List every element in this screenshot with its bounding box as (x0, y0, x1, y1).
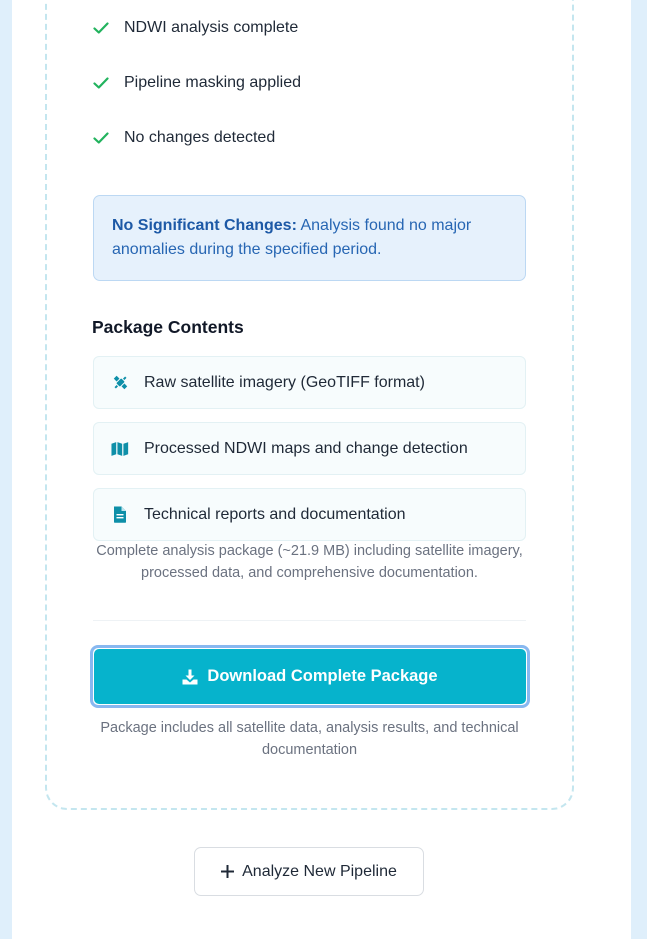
package-item-maps (93, 422, 526, 475)
map-icon (111, 440, 129, 458)
check-icon (92, 74, 110, 92)
package-item-label: Raw satellite imagery (GeoTIFF format) (144, 373, 425, 391)
status-check-changes (92, 126, 275, 150)
plus-icon (221, 860, 234, 882)
status-check-label: No changes detected (124, 129, 276, 146)
package-item-imagery (93, 356, 526, 409)
satellite-icon (111, 374, 129, 392)
check-icon (92, 129, 110, 147)
package-description: Complete analysis package (~21.9 MB) including satellite imagery, processed data, and comprehensive documentation. (96, 543, 523, 581)
download-package-label: Download Complete Package (207, 667, 438, 685)
no-changes-notice (93, 195, 526, 281)
status-check-label: Pipeline masking applied (124, 74, 301, 91)
check-icon (92, 19, 110, 37)
notice-title: No Significant Changes: (112, 217, 297, 234)
analyze-new-pipeline-label: Analyze New Pipeline (242, 862, 397, 880)
package-item-reports (93, 488, 526, 541)
download-package-button-inner[interactable] (94, 649, 526, 704)
status-check-ndwi (92, 16, 298, 40)
package-item-label: Processed NDWI maps and change detection (144, 439, 468, 457)
document-icon (111, 506, 129, 524)
analyze-new-pipeline-button[interactable] (194, 847, 424, 896)
download-icon (182, 669, 198, 685)
divider (93, 620, 526, 621)
status-check-masking (92, 71, 301, 95)
download-note: Package includes all satellite data, analysis results, and technical documentation (100, 720, 519, 758)
notice-text: Analysis found no major anomalies during the specified period. (112, 217, 472, 258)
package-item-label: Technical reports and documentation (144, 505, 406, 523)
status-check-label: NDWI analysis complete (124, 19, 299, 36)
download-package-button[interactable] (90, 645, 530, 708)
package-contents-title: Package Contents (92, 317, 244, 337)
